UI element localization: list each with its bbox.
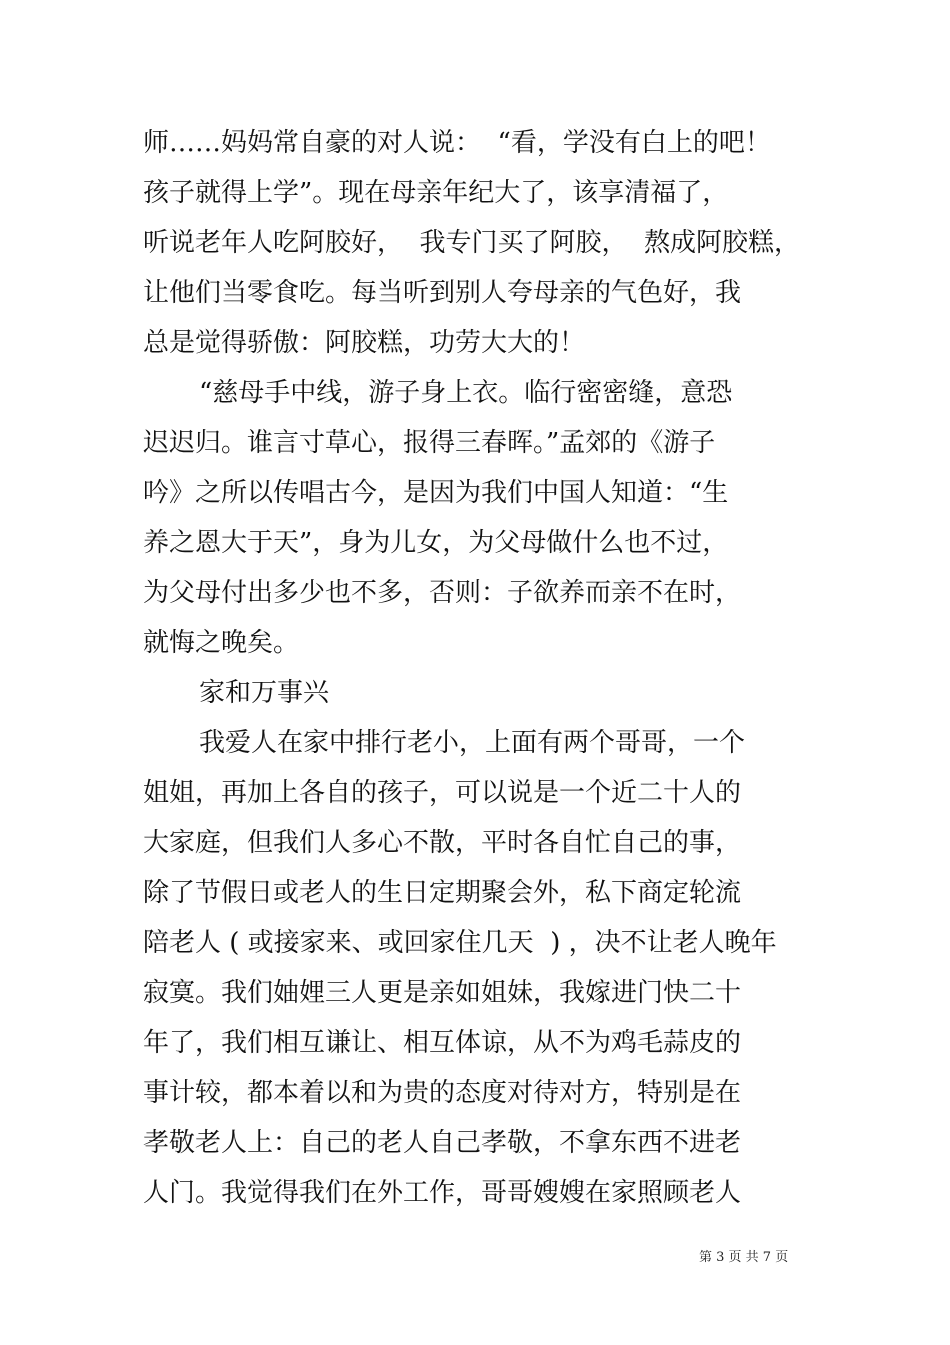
text-line: 陪老人 ( 或接家来、或回家住几天 ) ，决不让老人晚年	[143, 928, 777, 958]
text-line: 年了，我们相互谦让、相互体谅，从不为鸡毛蒜皮的	[143, 1028, 742, 1058]
text-line: 除了节假日或老人的生日定期聚会外，私下商定轮流	[143, 878, 742, 908]
text-line: 师……妈妈常自豪的对人说： “看，学没有白上的吧！	[143, 128, 771, 158]
text-line: 迟迟归。谁言寸草心，报得三春晖。”孟郊的《游子	[143, 428, 716, 458]
text-line: 听说老年人吃阿胶好， 我专门买了阿胶， 熬成阿胶糕，	[143, 228, 801, 258]
text-line: 养之恩大于天”，身为儿女，为父母做什么也不过，	[143, 528, 729, 558]
text-line: 孝敬老人上：自己的老人自己孝敬，不拿东西不进老	[143, 1128, 742, 1158]
text-line: 人门。我觉得我们在外工作，哥哥嫂嫂在家照顾老人	[143, 1178, 742, 1208]
text-line: 孩子就得上学”。现在母亲年纪大了，该享清福了，	[143, 178, 729, 208]
page-footer: 第 3 页 共 7 页	[699, 1250, 789, 1265]
text-line: 家和万事兴	[199, 678, 330, 708]
text-line: 就悔之晚矣。	[143, 628, 300, 658]
text-line: 吟》之所以传唱古今，是因为我们中国人知道：“生	[143, 478, 729, 508]
text-line: 让他们当零食吃。每当听到别人夸母亲的气色好，我	[143, 278, 742, 308]
text-line: 事计较，都本着以和为贵的态度对待对方，特别是在	[143, 1078, 742, 1108]
text-line: 为父母付出多少也不多，否则：子欲养而亲不在时，	[143, 578, 742, 608]
body-text	[143, 118, 823, 1218]
text-line: “慈母手中线，游子身上衣。临行密密缝，意恐	[199, 378, 733, 408]
text-line: 总是觉得骄傲：阿胶糕，功劳大大的！	[143, 328, 586, 358]
text-line: 寂寞。我们妯娌三人更是亲如姐妹，我嫁进门快二十	[143, 978, 742, 1008]
text-line: 姐姐，再加上各自的孩子，可以说是一个近二十人的	[143, 778, 742, 808]
text-line: 大家庭，但我们人多心不散，平时各自忙自己的事，	[143, 828, 742, 858]
text-line: 我爱人在家中排行老小，上面有两个哥哥，一个	[199, 728, 746, 758]
